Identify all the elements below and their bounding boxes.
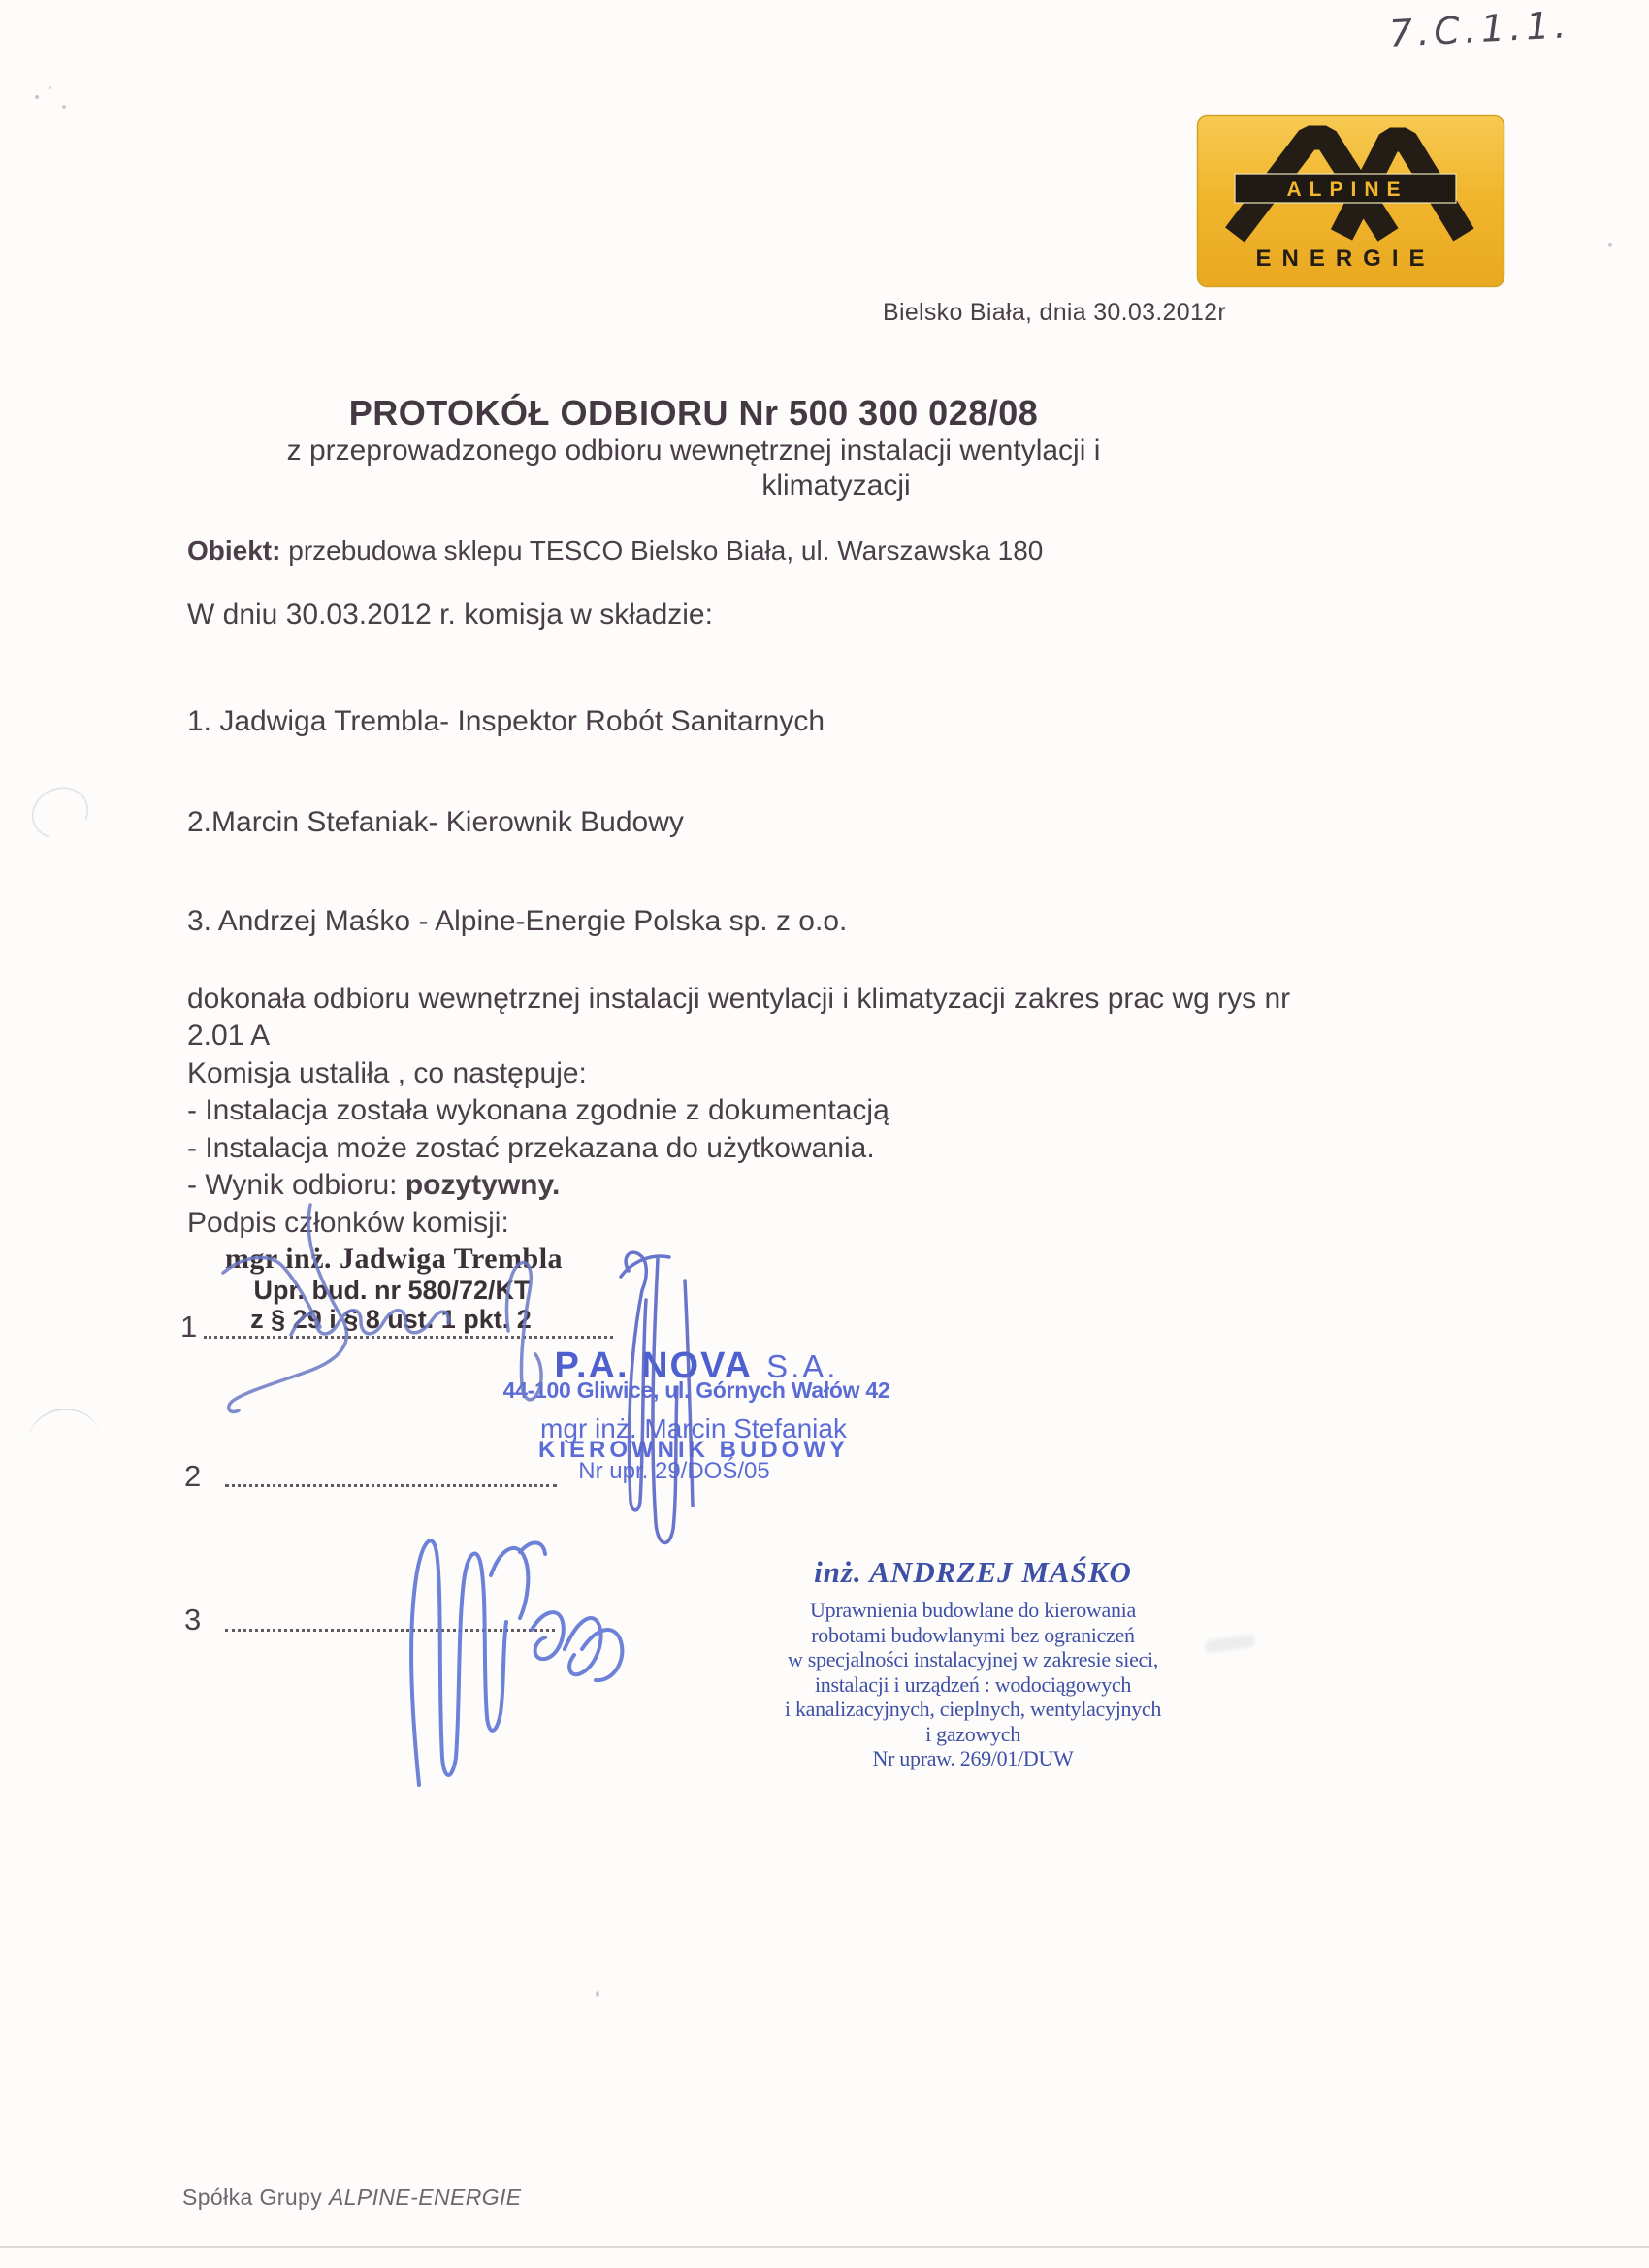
trembla-stamp-legal: z § 29 i § 8 ust. 1 pkt. 2 bbox=[250, 1305, 532, 1334]
findings-line1: dokonała odbioru wewnętrznej instalacji wentylacji i klimatyzacji zakres prac wg rys nr bbox=[187, 983, 1291, 1015]
masko-stamp-line: instalacji i urządzeń : wodociągowych bbox=[814, 1671, 1132, 1697]
masko-stamp-line: i gazowych bbox=[925, 1721, 1020, 1746]
committee-member-3: 3. Andrzej Maśko - Alpine-Energie Polska sp. z o.o. bbox=[187, 905, 848, 937]
findings-bullet1: - Instalacja została wykonana zgodnie z dokumentacją bbox=[187, 1094, 889, 1126]
trembla-stamp-name: mgr inż. Jadwiga Trembla bbox=[224, 1243, 564, 1275]
logo-brand-sub-text: ENERGIE bbox=[1255, 245, 1436, 272]
masko-stamp-line: Uprawnienia budowlane do kierowania bbox=[810, 1598, 1136, 1622]
findings-signoff: Podpis członków komisji: bbox=[187, 1207, 509, 1239]
masko-signature bbox=[411, 1540, 622, 1785]
handwritten-reference: 7.C.1.1. bbox=[1387, 3, 1572, 55]
subtitle-line2-text: klimatyzacji bbox=[761, 470, 911, 502]
panova-company-suffix: S.A. bbox=[766, 1348, 839, 1384]
stefaniak-signature bbox=[621, 1252, 693, 1542]
footer-line bbox=[182, 2185, 522, 2211]
signature-row-1-number: 1 bbox=[180, 1310, 198, 1344]
findings-line2: 2.01 A bbox=[187, 1020, 271, 1052]
panova-stamp-person: mgr inż. Marcin Stefaniak bbox=[540, 1413, 847, 1443]
result-prefix: - Wynik odbioru: bbox=[187, 1169, 405, 1201]
masko-stamp-name: inż. ANDRZEJ MAŚKO bbox=[814, 1555, 1132, 1589]
result-value: pozytywny. bbox=[404, 1169, 561, 1201]
signature-row-3-number: 3 bbox=[184, 1603, 202, 1636]
panova-stamp-role: KIEROWNIK BUDOWY bbox=[538, 1437, 849, 1463]
panova-stamp-license: Nr upr. 29/DOŚ/05 bbox=[578, 1458, 770, 1484]
footer-company: ALPINE-ENERGIE bbox=[328, 2185, 522, 2210]
masko-stamp-line: robotami budowlanymi bez ograniczeń bbox=[811, 1622, 1135, 1647]
findings-line3: Komisja ustaliła , co następuje: bbox=[187, 1057, 587, 1089]
date-line: Bielsko Biała, dnia 30.03.2012r bbox=[883, 299, 1226, 326]
trembla-stamp-license: Upr. bud. nr 580/72/KT bbox=[253, 1276, 531, 1305]
footer-prefix: Spółka Grupy bbox=[182, 2185, 329, 2210]
logo-brand-text: ALPINE bbox=[1286, 178, 1408, 201]
masko-stamp-line: i kanalizacyjnych, cieplnych, wentylacyjnych bbox=[784, 1697, 1162, 1721]
masko-stamp-license: Nr upraw. 269/01/DUW bbox=[872, 1746, 1074, 1770]
object-value: przebudowa sklepu TESCO Bielsko Biała, ul. Warszawska 180 bbox=[280, 535, 1044, 566]
document-title-text: PROTOKÓŁ ODBIORU Nr 500 300 028/08 bbox=[348, 393, 1039, 433]
trembla-signature bbox=[223, 1205, 541, 1411]
masko-stamp-line: w specjalności instalacyjnej w zakresie sieci, bbox=[787, 1647, 1159, 1671]
committee-member-2: 2.Marcin Stefaniak- Kierownik Budowy bbox=[187, 806, 684, 838]
committee-member-1: 1. Jadwiga Trembla- Inspektor Robót Sanitarnych bbox=[187, 705, 824, 737]
intro-line: W dniu 30.03.2012 r. komisja w składzie: bbox=[187, 599, 713, 631]
panova-stamp-address: 44-100 Gliwice, ul. Górnych Wałów 42 bbox=[502, 1377, 890, 1403]
object-label: Obiekt: bbox=[187, 535, 281, 566]
signature-row-2-number: 2 bbox=[184, 1459, 202, 1493]
subtitle-line1-text: z przeprowadzonego odbioru wewnętrznej instalacji wentylacji i bbox=[286, 435, 1101, 467]
panova-company-text: P.A. NOVA bbox=[554, 1345, 754, 1386]
findings-bullet2: - Instalacja może zostać przekazana do użytkowania. bbox=[187, 1132, 875, 1164]
